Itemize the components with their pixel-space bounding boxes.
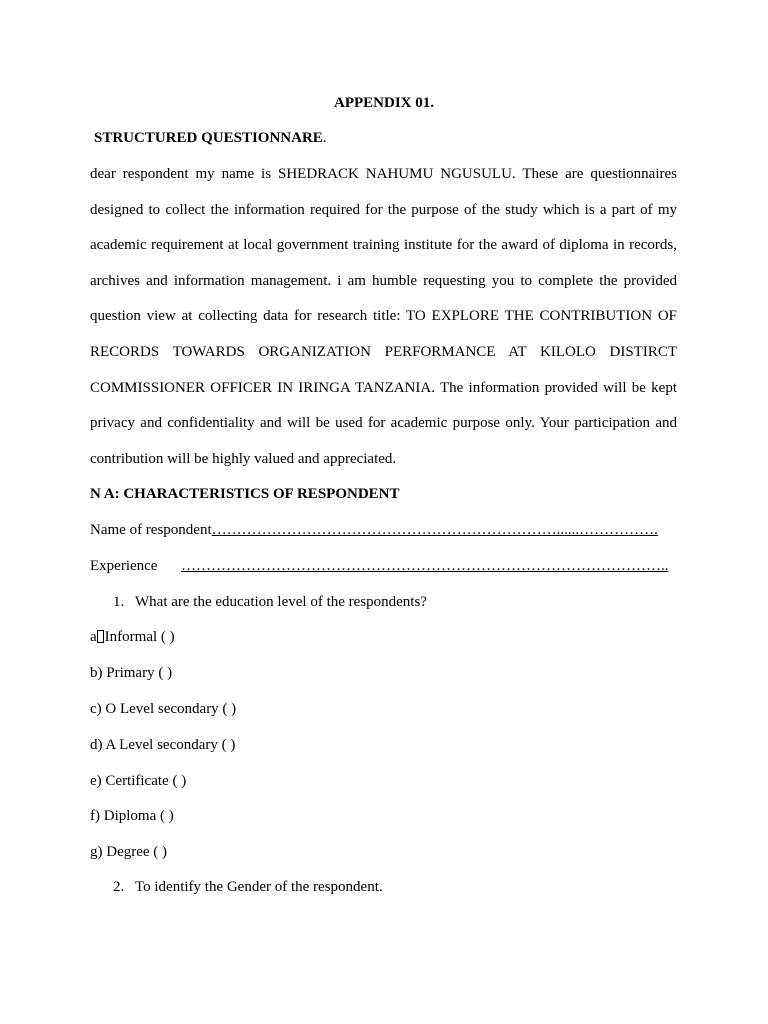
experience-field[interactable] <box>90 557 669 575</box>
intro-line: privacy and confidentiality and will be used for academic purpose only. Your participation and <box>90 415 677 431</box>
option-d[interactable]: d) A Level secondary ( ) <box>90 737 236 753</box>
question-2 <box>113 878 383 896</box>
name-label: Name of respondent <box>90 522 212 538</box>
intro-line: dear respondent my name is SHEDRACK NAHUMU NGUSULU. These are questionnaires <box>90 166 677 182</box>
intro-line: question view at collecting data for research title: TO EXPLORE THE CONTRIBUTION OF <box>90 308 677 324</box>
intro-line: contribution will be highly valued and appreciated. <box>90 451 397 467</box>
questionnaire-title <box>94 129 327 147</box>
option-c[interactable]: c) O Level secondary ( ) <box>90 701 237 717</box>
option-e[interactable]: e) Certificate ( ) <box>90 773 187 789</box>
intro-line: RECORDS TOWARDS ORGANIZATION PERFORMANCE AT KILOLO DISTIRCT <box>90 344 677 360</box>
intro-line: designed to collect the information required for the purpose of the study which is a part of my <box>90 202 677 218</box>
name-field[interactable] <box>90 521 658 539</box>
option-a-text: Informal ( ) <box>104 629 175 645</box>
question-1 <box>113 593 427 611</box>
option-b[interactable]: b) Primary ( ) <box>90 665 173 681</box>
option-a[interactable] <box>90 628 175 646</box>
intro-line: academic requirement at local government training institute for the award of diploma in records, <box>90 237 677 253</box>
intro-line: archives and information management. i am humble requesting you to complete the provided <box>90 273 677 289</box>
section-title: N A: CHARACTERISTICS OF RESPONDENT <box>90 486 400 502</box>
missing-glyph-box-icon <box>97 630 104 643</box>
option-g[interactable]: g) Degree ( ) <box>90 844 168 860</box>
question-2-text: To identify the Gender of the respondent. <box>135 879 383 895</box>
option-a-prefix: a <box>90 629 97 645</box>
intro-line: COMMISSIONER OFFICER IN IRINGA TANZANIA. The information provided will be kept <box>90 380 677 396</box>
name-blank[interactable]: ……………………………………………………………......……………. <box>211 522 658 538</box>
questionnaire-title-suffix: . <box>322 130 327 146</box>
experience-label: Experience <box>90 558 158 574</box>
question-1-number: 1. <box>113 594 125 610</box>
option-f[interactable]: f) Diploma ( ) <box>90 808 174 824</box>
appendix-heading: APPENDIX 01. <box>334 95 434 111</box>
question-2-number: 2. <box>113 879 125 895</box>
question-1-text: What are the education level of the respondents? <box>135 594 427 610</box>
experience-blank[interactable]: …………………………………………………………………………………….. <box>181 558 669 574</box>
questionnaire-title-text: STRUCTURED QUESTIONNARE <box>94 130 323 146</box>
